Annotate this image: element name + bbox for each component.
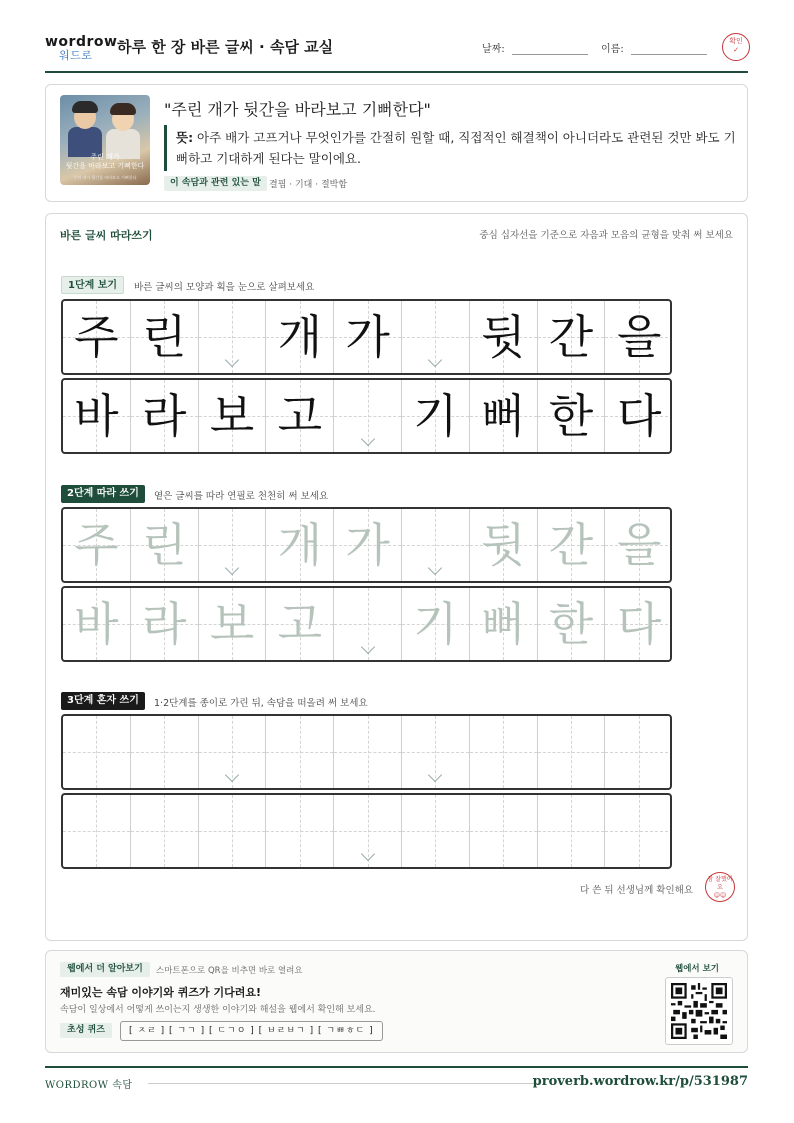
meaning-label: 뜻:: [176, 130, 194, 145]
grid-cell: [266, 380, 334, 452]
grid-character: 뒷: [480, 518, 526, 572]
grid-cell[interactable]: [131, 716, 199, 788]
grid-cell: [334, 380, 402, 452]
grid-cell[interactable]: [402, 795, 470, 867]
grid-character: 린: [141, 310, 187, 364]
page-header: [45, 28, 748, 72]
footer-line: [148, 1083, 538, 1084]
grid-cell[interactable]: [470, 509, 538, 581]
grid-cell: [63, 301, 131, 373]
handwriting-practice-section: [45, 213, 748, 941]
meaning-accent-bar: [164, 125, 167, 171]
check-stamp-icon: 확인 ✓: [722, 33, 750, 61]
grid-character: 한: [548, 597, 594, 651]
grid-character: 가: [345, 310, 390, 364]
grid-character: 기: [413, 597, 458, 651]
grid-character: 간: [548, 310, 594, 364]
step1-description: 바른 글씨의 모양과 획을 눈으로 살펴보세요: [134, 282, 315, 293]
well-done-stamp-icon: 참 잘했어요 ☺☺: [705, 872, 735, 902]
grid-cell[interactable]: [334, 509, 402, 581]
grid-character: 한: [548, 389, 594, 443]
grid-character: 고: [277, 597, 322, 651]
name-field[interactable]: [631, 54, 707, 55]
grid-character: 개: [277, 518, 322, 572]
logo-sub-text: 워드로: [59, 49, 93, 62]
space-mark-icon: [225, 561, 239, 575]
grid-character: 보: [209, 597, 255, 651]
proverb-illustration: [60, 95, 150, 185]
practice-title: 바른 글씨 따라쓰기: [60, 229, 153, 242]
step1-row-2: [61, 378, 672, 454]
step3-row-2[interactable]: [61, 793, 672, 869]
grid-character: 을: [617, 310, 662, 364]
grid-cell[interactable]: [470, 588, 538, 660]
step2-description: 옅은 글씨를 따라 연필로 천천히 써 보세요: [154, 491, 329, 502]
initial-quiz-box: [ ㅈㄹ ] [ ㄱㄱ ] [ ㄷㄱㅇ ] [ ㅂㄹㅂㄱ ] [ ㄱㅃㅎㄷ ]: [120, 1021, 383, 1041]
grid-cell[interactable]: [470, 795, 538, 867]
proverb-meaning: [176, 127, 736, 169]
grid-cell: [470, 301, 538, 373]
stamp-text: 확인: [729, 37, 743, 45]
grid-cell[interactable]: [131, 509, 199, 581]
grid-cell[interactable]: [199, 716, 267, 788]
grid-character: 뒷: [480, 310, 526, 364]
qr-code-icon[interactable]: [665, 977, 733, 1045]
grid-cell[interactable]: [605, 509, 672, 581]
grid-character: 뻐: [480, 389, 526, 443]
step1-badge: 1단계 보기: [61, 276, 124, 294]
grid-character: 라: [141, 597, 187, 651]
space-mark-icon: [361, 640, 375, 654]
grid-cell: [266, 301, 334, 373]
grid-cell: [334, 301, 402, 373]
grid-character: 보: [209, 389, 255, 443]
grid-character: 주: [74, 518, 119, 572]
grid-cell[interactable]: [266, 716, 334, 788]
logo-main-text: wordrow: [45, 34, 118, 50]
step2-badge: 2단계 따라 쓰기: [61, 485, 145, 503]
qr-hint: 스마트폰으로 QR을 비추면 바로 열려요: [156, 966, 303, 976]
footer-brand: WORDROW 속담: [45, 1080, 133, 1091]
grid-cell[interactable]: [266, 588, 334, 660]
step3-description: 1·2단계를 종이로 가린 뒤, 속담을 떠올려 써 보세요: [154, 698, 368, 709]
meaning-text: 아주 배가 고프거나 무엇인가를 간절히 원할 때, 직접적인 해결책이 아니더라도 관련된 것만 봐도 기뻐하고 기대하게 된다는 말이에요.: [176, 130, 736, 166]
space-mark-icon: [428, 561, 442, 575]
grid-cell[interactable]: [605, 716, 672, 788]
name-label: 이름:: [601, 44, 624, 55]
step2-row-1[interactable]: [61, 507, 672, 583]
web-description: 속담이 일상에서 어떻게 쓰이는지 생생한 이야기와 해설을 웹에서 확인해 보세요.: [60, 1005, 376, 1015]
qr-label: 웹에서 보기: [674, 964, 719, 974]
grid-character: 바: [74, 597, 119, 651]
initial-quiz-badge: 초성 퀴즈: [60, 1023, 112, 1038]
grid-cell[interactable]: [131, 795, 199, 867]
grid-cell: [63, 380, 131, 452]
web-headline: 재미있는 속담 이야기와 퀴즈가 기다려요!: [60, 986, 261, 999]
grid-cell[interactable]: [63, 509, 131, 581]
grid-character: 개: [277, 310, 322, 364]
space-mark-icon: [428, 768, 442, 782]
grid-cell[interactable]: [470, 716, 538, 788]
step2-row-2[interactable]: [61, 586, 672, 662]
header-divider: [45, 71, 748, 73]
grid-cell: [131, 301, 199, 373]
practice-description: 중심 십자선을 기준으로 자음과 모음의 균형을 맞춰 써 보세요: [479, 230, 733, 241]
grid-cell[interactable]: [538, 509, 606, 581]
related-words-badge: 이 속담과 관련 있는 말: [164, 176, 267, 191]
web-more-badge: 웹에서 더 알아보기: [60, 962, 150, 977]
grid-character: 뻐: [480, 597, 526, 651]
grid-cell[interactable]: [538, 795, 606, 867]
date-field[interactable]: [512, 54, 588, 55]
grid-cell[interactable]: [334, 795, 402, 867]
grid-cell[interactable]: [605, 795, 672, 867]
grid-cell[interactable]: [266, 509, 334, 581]
qr-code-graphic: [671, 983, 727, 1039]
grid-cell: [402, 301, 470, 373]
grid-character: 을: [617, 518, 662, 572]
space-mark-icon: [361, 847, 375, 861]
grid-cell[interactable]: [402, 509, 470, 581]
related-words: 결핍 · 기대 · 절박함: [269, 180, 348, 190]
grid-cell[interactable]: [199, 588, 267, 660]
grid-character: 고: [277, 389, 322, 443]
proverb-title: "주린 개가 뒷간을 바라보고 기뻐한다": [164, 100, 431, 119]
grid-cell[interactable]: [63, 588, 131, 660]
grid-cell[interactable]: [334, 716, 402, 788]
space-mark-icon: [428, 353, 442, 367]
grid-cell: [199, 301, 267, 373]
grid-cell: [199, 380, 267, 452]
space-mark-icon: [361, 432, 375, 446]
grid-character: 다: [617, 389, 662, 443]
footer-divider: [45, 1066, 748, 1068]
grid-cell[interactable]: [538, 588, 606, 660]
web-more-panel: [45, 950, 748, 1053]
grid-cell: [470, 380, 538, 452]
grid-character: 바: [74, 389, 119, 443]
grid-character: 주: [74, 310, 119, 364]
grid-character: 간: [548, 518, 594, 572]
grid-cell[interactable]: [199, 795, 267, 867]
space-mark-icon: [225, 353, 239, 367]
grid-cell: [538, 380, 606, 452]
grid-cell[interactable]: [605, 588, 672, 660]
date-label: 날짜:: [482, 44, 505, 55]
illustration-caption: 주린 개가 뒷간을 바라보고 기뻐한다: [65, 153, 145, 170]
grid-cell[interactable]: [402, 588, 470, 660]
step1-row-1: [61, 299, 672, 375]
grid-character: 라: [141, 389, 187, 443]
finish-note: 다 쓴 뒤 선생님께 확인해요: [579, 885, 693, 896]
grid-cell: [605, 301, 672, 373]
grid-character: 린: [141, 518, 187, 572]
grid-cell[interactable]: [334, 588, 402, 660]
footer-url-link[interactable]: proverb.wordrow.kr/p/531987: [532, 1074, 748, 1089]
grid-cell: [605, 380, 672, 452]
grid-cell[interactable]: [538, 716, 606, 788]
illustration-small-caption: 주린 개가 뒷간을 바라보고 기뻐한다: [73, 175, 137, 180]
proverb-card: [45, 84, 748, 202]
grid-cell[interactable]: [131, 588, 199, 660]
grid-character: 기: [413, 389, 458, 443]
grid-cell: [538, 301, 606, 373]
wordrow-logo[interactable]: [45, 34, 118, 62]
finish-stamp-text: 참 잘했어요: [707, 876, 733, 891]
space-mark-icon: [225, 768, 239, 782]
grid-cell[interactable]: [63, 716, 131, 788]
grid-cell: [402, 380, 470, 452]
site-title: 하루 한 장 바른 글씨 · 속담 교실: [117, 38, 334, 56]
step3-row-1[interactable]: [61, 714, 672, 790]
grid-cell[interactable]: [402, 716, 470, 788]
grid-cell[interactable]: [63, 795, 131, 867]
grid-character: 다: [617, 597, 662, 651]
grid-cell[interactable]: [199, 509, 267, 581]
step3-badge: 3단계 혼자 쓰기: [61, 692, 145, 710]
grid-cell: [131, 380, 199, 452]
grid-character: 가: [345, 518, 390, 572]
grid-cell[interactable]: [266, 795, 334, 867]
